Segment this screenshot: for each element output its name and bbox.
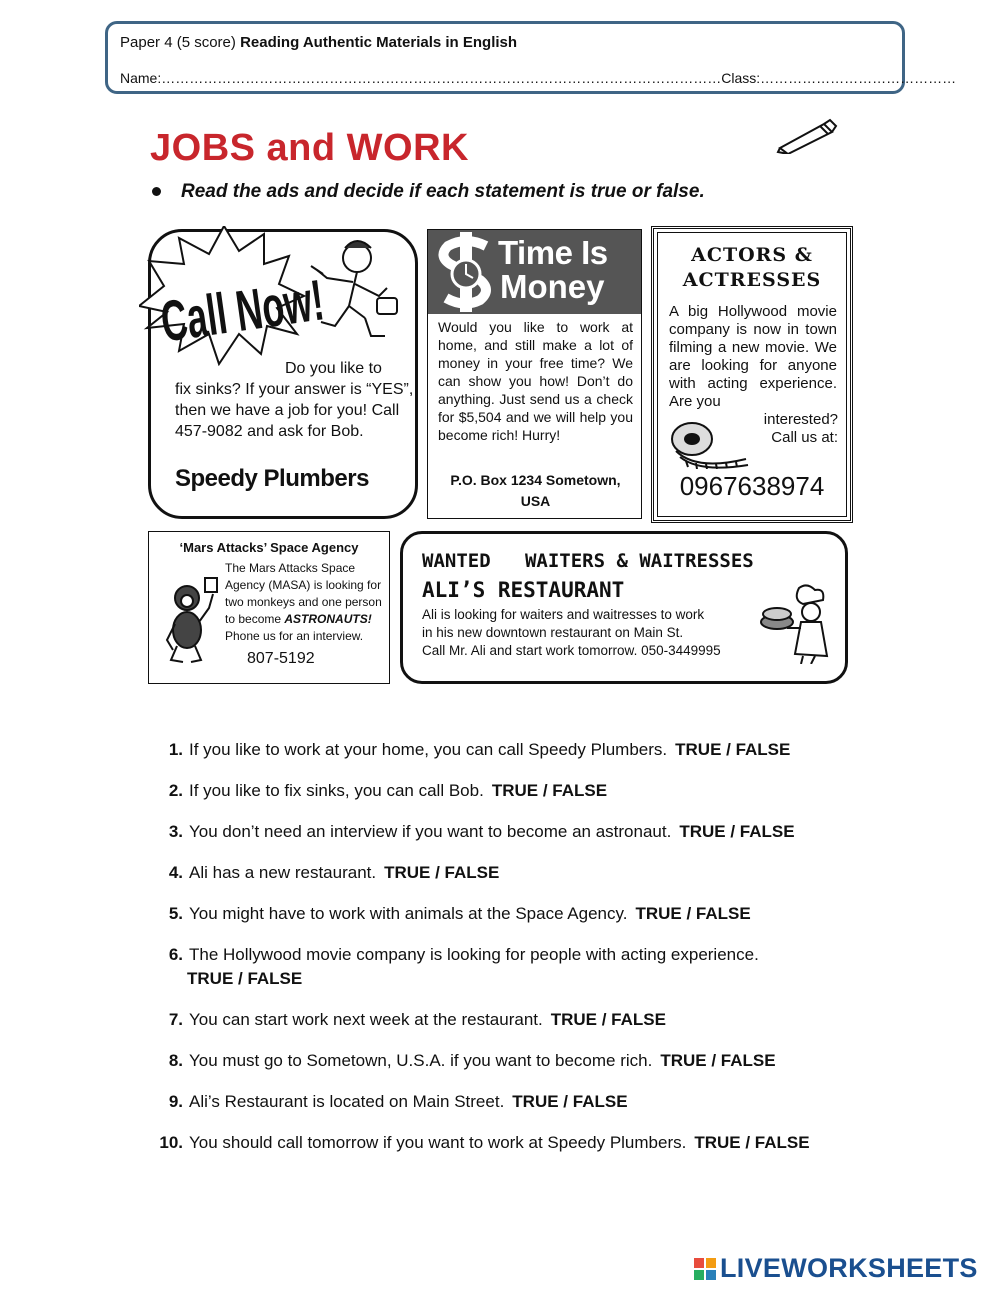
space-ad-text-bold: ASTRONAUTS! <box>284 612 372 626</box>
money-ad-text: Would you like to work at home, and still make a lot of money in your free time? We can show you how! Don’t do anything. Just send us a check for $5,504 and we will help you become rich! Hurry! <box>438 319 633 443</box>
true-false-choice[interactable]: TRUE / FALSE <box>635 904 751 923</box>
question-3 <box>148 820 868 844</box>
question-number: 1. <box>168 740 183 759</box>
question-number: 7. <box>168 1010 183 1029</box>
call-now-headline: Call Now! <box>157 268 328 355</box>
bullet-icon <box>152 187 161 196</box>
question-text: You can start work next week at the restaurant. <box>189 1010 543 1029</box>
actors-phone: 0967638974 <box>679 471 825 501</box>
ad-space-agency <box>148 531 390 684</box>
question-text: You might have to work with animals at the Space Agency. <box>189 904 628 923</box>
question-8 <box>148 1049 868 1073</box>
question-text: If you like to work at your home, you can call Speedy Plumbers. <box>189 740 668 759</box>
true-false-choice[interactable]: TRUE / FALSE <box>694 1133 810 1152</box>
restaurant-ad-text <box>422 606 762 660</box>
question-text: You must go to Sometown, U.S.A. if you want to become rich. <box>189 1051 653 1070</box>
plumbers-ad-text <box>175 358 415 442</box>
question-number: 3. <box>168 822 183 841</box>
chef-icon <box>755 584 835 664</box>
money-headline-1: Time Is <box>498 234 608 271</box>
restaurant-ad-text-3: Call Mr. Ali and start work tomorrow. 050-3449995 <box>422 643 721 658</box>
plumbers-ad-text-first: Do you like to <box>285 360 382 377</box>
space-ad-text-2: Phone us for an interview. <box>225 629 364 643</box>
paper-prefix: Paper 4 (5 score) <box>120 34 241 51</box>
true-false-choice[interactable]: TRUE / FALSE <box>491 781 608 800</box>
liveworksheets-logo[interactable] <box>694 1253 978 1284</box>
ad-alis-restaurant <box>400 531 848 684</box>
true-false-choice[interactable]: TRUE / FALSE <box>512 1092 628 1111</box>
space-headline <box>149 540 389 555</box>
actors-ad-text: A big Hollywood movie company is now in town filming a new movie. We are looking for anyone with acting experience. Are you <box>669 303 837 410</box>
space-headline-rest: Space Agency <box>270 540 359 555</box>
money-banner <box>428 230 641 314</box>
question-5 <box>148 902 868 926</box>
true-false-choice[interactable]: TRUE / FALSE <box>384 863 500 882</box>
name-class-line[interactable]: Name:…………………………………………………………………………………………………………Class:…………………………………… <box>120 70 957 86</box>
question-10 <box>148 1131 868 1155</box>
money-headline-2: Money <box>500 268 605 305</box>
paper-title: Reading Authentic Materials in English <box>240 34 518 51</box>
pencil-icon <box>776 118 840 154</box>
true-false-choice[interactable]: TRUE / FALSE <box>675 740 791 759</box>
question-6 <box>148 943 868 991</box>
question-number: 6. <box>168 945 183 964</box>
money-address <box>438 470 633 512</box>
film-reel-icon <box>666 415 750 469</box>
true-false-choice[interactable]: TRUE / FALSE <box>679 822 795 841</box>
logo-text: LIVEWORKSHEETS <box>720 1253 978 1283</box>
restaurant-ad-text-1: Ali is looking for waiters and waitresses to work <box>422 607 705 622</box>
question-1 <box>148 738 868 762</box>
page-title: JOBS and WORK <box>150 127 469 169</box>
question-text: You should call tomorrow if you want to work at Speedy Plumbers. <box>189 1133 687 1152</box>
question-2 <box>148 779 868 803</box>
question-number: 10. <box>159 1133 183 1152</box>
question-number: 8. <box>168 1051 183 1070</box>
plumbers-brand: Speedy Plumbers <box>175 465 369 492</box>
true-false-choice[interactable]: TRUE / FALSE <box>550 1010 666 1029</box>
question-number: 9. <box>168 1092 183 1111</box>
ad-speedy-plumbers <box>148 229 418 519</box>
question-text: Ali has a new restaurant. <box>189 863 377 882</box>
question-text: Ali’s Restaurant is located on Main Street. <box>189 1092 505 1111</box>
money-address-line-1: P.O. Box 1234 Sometown, <box>450 472 621 488</box>
actors-ad-text-2: interested? Call us at: <box>763 411 838 446</box>
logo-blocks-icon <box>694 1258 716 1280</box>
call-now-burst <box>139 226 419 366</box>
dollar-clock-icon <box>436 232 496 312</box>
space-phone: 807-5192 <box>247 650 315 667</box>
instruction-text: Read the ads and decide if each statement is true or false. <box>181 181 705 202</box>
restaurant-wanted: WANTED WAITERS & WAITRESSES <box>422 550 754 572</box>
question-text: The Hollywood movie company is looking for people with acting experience. <box>189 945 759 964</box>
question-text: You don’t need an interview if you want to become an astronaut. <box>189 822 672 841</box>
true-false-choice[interactable]: TRUE / FALSE <box>187 969 303 988</box>
question-number: 5. <box>168 904 183 923</box>
restaurant-ad-text-2: in his new downtown restaurant on Main St. <box>422 625 684 640</box>
question-number: 2. <box>168 781 183 800</box>
paper-line <box>120 34 517 51</box>
space-headline-quote: ‘Mars Attacks’ <box>179 540 271 555</box>
question-7 <box>148 1008 868 1032</box>
worksheet-header <box>105 21 957 94</box>
actors-headline-2: ACTRESSES <box>682 269 822 291</box>
space-ad-text-1: The Mars Attacks Space Agency (MASA) is looking for two monkeys and one person to become <box>225 561 382 626</box>
question-number: 4. <box>168 863 183 882</box>
restaurant-name: ALI’S RESTAURANT <box>422 578 625 602</box>
question-4 <box>148 861 868 885</box>
ad-time-is-money <box>427 229 642 519</box>
instruction <box>152 181 705 203</box>
true-false-choice[interactable]: TRUE / FALSE <box>660 1051 776 1070</box>
space-ad-text <box>225 560 383 645</box>
ad-actors-actresses <box>651 226 853 523</box>
question-9 <box>148 1090 868 1114</box>
monkey-icon <box>163 570 219 666</box>
question-list <box>148 738 868 1172</box>
plumbers-ad-text-rest: fix sinks? If your answer is “YES”, then we have a job for you! Call 457-9082 and ask for Bob. <box>175 381 414 440</box>
actors-headline-1: ACTORS & <box>691 244 813 266</box>
money-address-line-2: USA <box>520 493 551 509</box>
question-text: If you like to fix sinks, you can call Bob. <box>189 781 484 800</box>
actors-headline <box>654 243 850 293</box>
